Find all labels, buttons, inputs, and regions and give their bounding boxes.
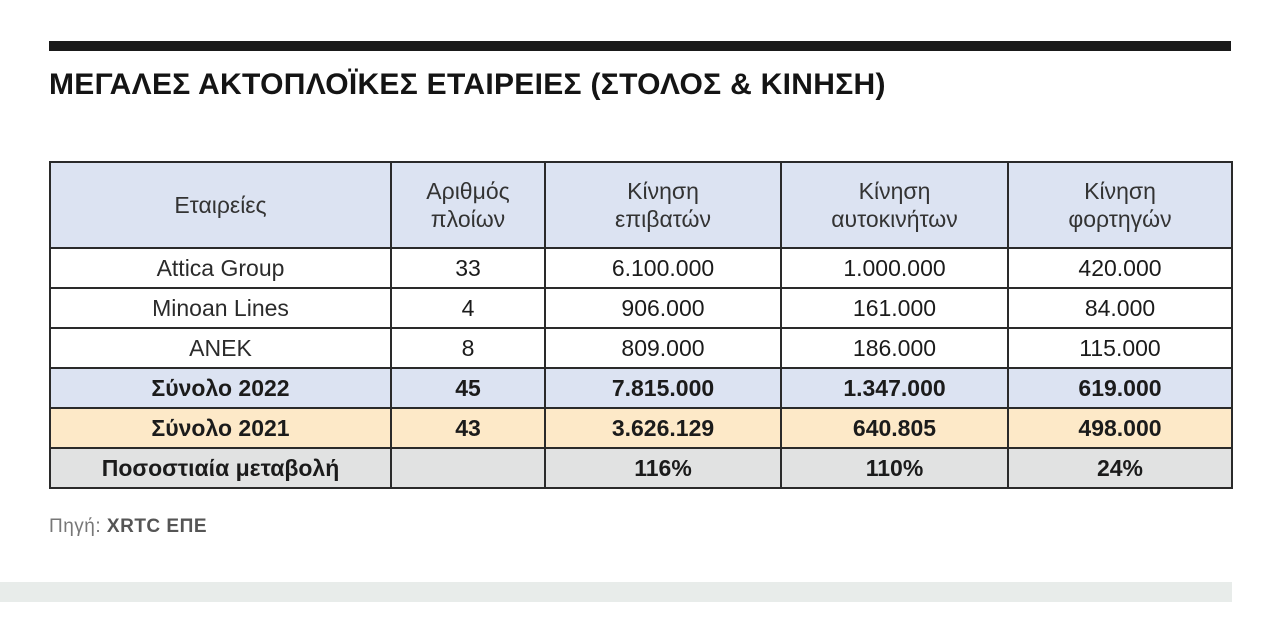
table-header-row — [50, 162, 1232, 248]
ships-cell: 4 — [391, 288, 545, 328]
cars-cell: 161.000 — [781, 288, 1008, 328]
percent-change-row — [50, 448, 1232, 488]
passengers-cell: 906.000 — [545, 288, 781, 328]
trucks-cell: 420.000 — [1008, 248, 1232, 288]
percent-change-label: Ποσοστιαία μεταβολή — [50, 448, 391, 488]
total-2021-row — [50, 408, 1232, 448]
header-trucks: Κίνηση φορτηγών — [1008, 162, 1232, 248]
ships-cell: 33 — [391, 248, 545, 288]
total-2022-cars: 1.347.000 — [781, 368, 1008, 408]
source-note — [49, 516, 207, 538]
percent-change-trucks: 24% — [1008, 448, 1232, 488]
ferry-companies-table — [49, 161, 1233, 489]
total-2021-passengers: 3.626.129 — [545, 408, 781, 448]
table-row — [50, 288, 1232, 328]
source-prefix: Πηγή: — [49, 516, 102, 537]
header-company: Εταιρείες — [50, 162, 391, 248]
passengers-cell: 6.100.000 — [545, 248, 781, 288]
total-2022-label: Σύνολο 2022 — [50, 368, 391, 408]
company-cell: Attica Group — [50, 248, 391, 288]
cars-cell: 186.000 — [781, 328, 1008, 368]
passengers-cell: 809.000 — [545, 328, 781, 368]
header-passengers: Κίνηση επιβατών — [545, 162, 781, 248]
percent-change-ships — [391, 448, 545, 488]
total-2021-cars: 640.805 — [781, 408, 1008, 448]
trucks-cell: 84.000 — [1008, 288, 1232, 328]
trucks-cell: 115.000 — [1008, 328, 1232, 368]
bottom-band — [0, 582, 1232, 602]
header-cars: Κίνηση αυτοκινήτων — [781, 162, 1008, 248]
table-row — [50, 248, 1232, 288]
total-2022-passengers: 7.815.000 — [545, 368, 781, 408]
header-ships: Αριθμός πλοίων — [391, 162, 545, 248]
total-2022-trucks: 619.000 — [1008, 368, 1232, 408]
table-row — [50, 328, 1232, 368]
total-2021-label: Σύνολο 2021 — [50, 408, 391, 448]
total-2022-row — [50, 368, 1232, 408]
percent-change-cars: 110% — [781, 448, 1008, 488]
page-title: ΜΕΓΑΛΕΣ ΑΚΤΟΠΛΟΪΚΕΣ ΕΤΑΙΡΕΙΕΣ (ΣΤΟΛΟΣ & ΚΙΝΗΣΗ) — [49, 68, 886, 101]
source-name: XRTC ΕΠΕ — [106, 516, 207, 537]
total-2021-ships: 43 — [391, 408, 545, 448]
company-cell: ΑΝΕΚ — [50, 328, 391, 368]
top-rule — [49, 41, 1231, 51]
ships-cell: 8 — [391, 328, 545, 368]
total-2021-trucks: 498.000 — [1008, 408, 1232, 448]
company-cell: Minoan Lines — [50, 288, 391, 328]
total-2022-ships: 45 — [391, 368, 545, 408]
cars-cell: 1.000.000 — [781, 248, 1008, 288]
percent-change-passengers: 116% — [545, 448, 781, 488]
